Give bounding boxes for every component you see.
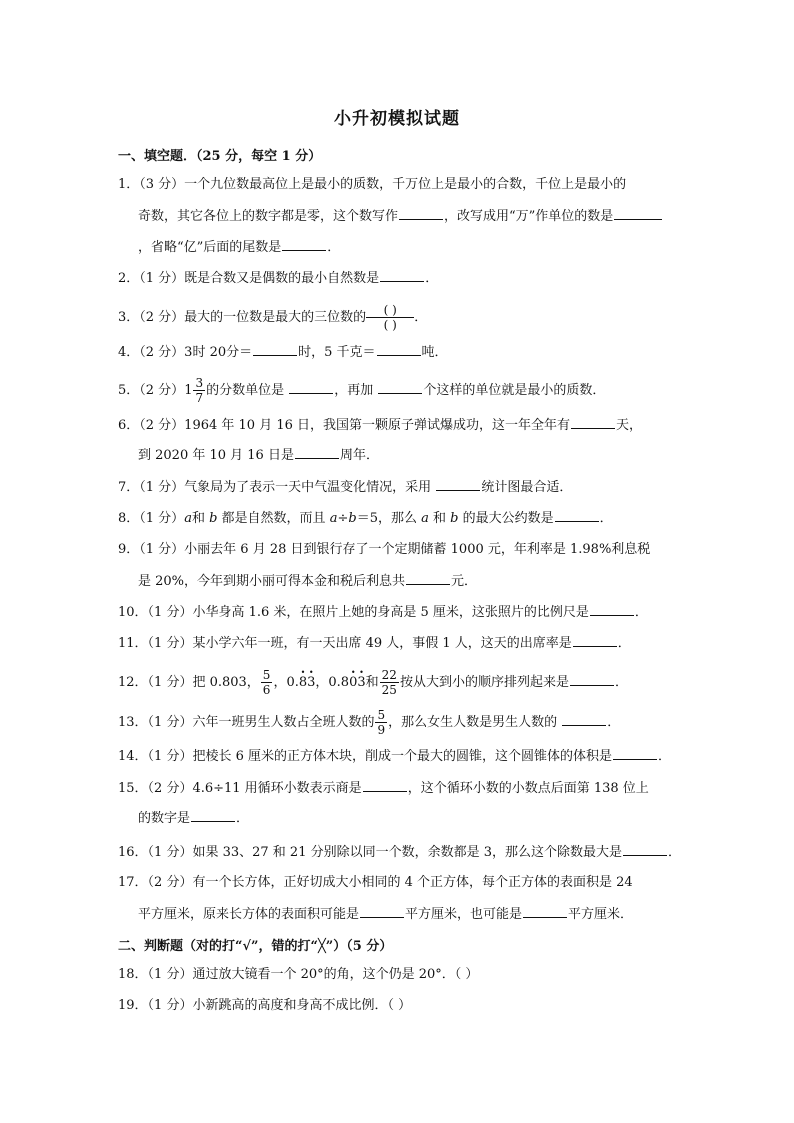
answer-blank[interactable] bbox=[282, 237, 326, 251]
question-13 bbox=[118, 708, 620, 737]
question-12-text: 按从大到小的顺序排列起来是 bbox=[399, 675, 569, 690]
question-15-text: 15．（2 分）4.6÷11 用循环小数表示商是 bbox=[118, 781, 362, 796]
fraction-denominator: 7 bbox=[195, 391, 204, 405]
question-14 bbox=[118, 746, 671, 767]
question-11-text: 11．（1 分）某小学六年一班，有一天出席 49 人，事假 1 人，这天的出席率是 bbox=[118, 636, 572, 651]
answer-blank[interactable] bbox=[399, 206, 443, 220]
repeating-digit: • 3 bbox=[357, 673, 365, 693]
question-8-text: ． bbox=[599, 511, 613, 526]
answer-blank[interactable] bbox=[295, 445, 339, 459]
answer-blank[interactable] bbox=[363, 778, 407, 792]
question-17-text: 平方厘米，原来长方体的表面积可能是 bbox=[138, 907, 360, 922]
fraction-denominator: ( ) bbox=[383, 318, 397, 332]
question-7 bbox=[118, 477, 572, 498]
answer-blank[interactable] bbox=[590, 602, 634, 616]
answer-blank[interactable] bbox=[191, 808, 235, 822]
question-1-text: ，省略“亿”后面的尾数是 bbox=[138, 240, 282, 255]
fraction-denominator: 9 bbox=[377, 723, 386, 737]
question-14-text: 14．（1 分）把棱长 6 厘米的正方体木块，削成一个最大的圆锥，这个圆锥体的体积是 bbox=[118, 749, 612, 764]
question-10 bbox=[118, 602, 648, 623]
variable: a bbox=[184, 511, 192, 526]
fraction-answer[interactable] bbox=[366, 303, 414, 332]
question-6-text: 天， bbox=[616, 418, 643, 433]
answer-blank[interactable] bbox=[380, 268, 424, 282]
answer-blank[interactable] bbox=[573, 633, 617, 647]
question-10-text: 10．（1 分）小华身高 1.6 米，在照片上她的身高是 5 厘米，这张照片的比例尺是 bbox=[118, 605, 589, 620]
question-4 bbox=[118, 342, 448, 363]
question-1-line-2 bbox=[138, 206, 663, 227]
mixed-whole: 1 bbox=[184, 382, 193, 398]
section-true-false-heading: 二、判断题（对的打“√”，错的打“╳”）（5 分） bbox=[118, 939, 393, 954]
mixed-number bbox=[184, 376, 206, 405]
question-13-text: ． bbox=[607, 715, 621, 730]
question-9-text: 元． bbox=[451, 574, 478, 589]
answer-blank[interactable] bbox=[253, 342, 297, 356]
question-16 bbox=[118, 842, 681, 863]
answer-blank[interactable] bbox=[360, 904, 404, 918]
answer-blank[interactable] bbox=[523, 904, 567, 918]
question-12 bbox=[118, 668, 628, 697]
question-15-line-2 bbox=[138, 808, 249, 829]
question-13-text: ，那么女生人数是男生人数的 bbox=[388, 715, 562, 730]
question-8-text: 和 bbox=[428, 511, 451, 526]
question-19: 19．（1 分）小新跳高的高度和身高不成比例．（ ） bbox=[118, 998, 412, 1013]
fraction-numerator: 5 bbox=[377, 708, 386, 722]
question-13-text: 13．（1 分）六年一班男生人数占全班人数的 bbox=[118, 715, 375, 730]
question-7-text: 7．（1 分）气象局为了表示一天中气温变化情况，采用 bbox=[118, 480, 436, 495]
question-8-text: 8．（1 分） bbox=[118, 511, 185, 526]
question-16-text: ． bbox=[668, 845, 682, 860]
question-1-text: 奇数，其它各位上的数字都是零，这个数写作 bbox=[138, 209, 399, 224]
question-11 bbox=[118, 633, 631, 654]
question-5-text: 个这样的单位就是最小的质数． bbox=[423, 383, 606, 398]
fraction bbox=[261, 668, 273, 697]
question-6-text: 6．（2 分）1964 年 10 月 16 日，我国第一颗原子弹试爆成功，这一年全年有 bbox=[118, 418, 571, 433]
fraction bbox=[380, 668, 399, 697]
answer-blank[interactable] bbox=[614, 206, 662, 220]
question-4-text: 吨． bbox=[421, 345, 448, 360]
question-12-text: ． bbox=[614, 675, 628, 690]
answer-blank[interactable] bbox=[613, 746, 657, 760]
repeating-digit: • 0 bbox=[349, 673, 357, 693]
question-17-line-1: 17．（2 分）有一个长方体，正好切成大小相同的 4 个正方体，每个正方体的表面积是 24 bbox=[118, 875, 633, 890]
question-5-text: 的分数单位是 bbox=[206, 383, 289, 398]
variable: b bbox=[450, 511, 459, 526]
question-8-text: ÷ bbox=[337, 511, 349, 526]
question-15-line-1 bbox=[118, 778, 649, 799]
fraction-denominator: 6 bbox=[262, 683, 271, 697]
fraction-numerator: 3 bbox=[195, 376, 204, 390]
question-16-text: 16．（1 分）如果 33、27 和 21 分别除以同一个数，余数都是 3，那么这个除数最大是 bbox=[118, 845, 623, 860]
question-6-line-1 bbox=[118, 415, 642, 436]
variable: a bbox=[329, 511, 338, 526]
question-5 bbox=[118, 376, 605, 405]
section-fill-blank-heading: 一、填空题．（25 分，每空 1 分） bbox=[118, 149, 322, 164]
answer-blank[interactable] bbox=[436, 477, 480, 491]
fraction bbox=[375, 708, 387, 737]
question-15-text: ，这个循环小数的小数点后面第 138 位上 bbox=[407, 781, 649, 796]
repeating-digit: • 3 bbox=[307, 673, 315, 693]
question-2 bbox=[118, 268, 438, 289]
repeating-digit: • 8 bbox=[299, 673, 307, 693]
question-1-line-3 bbox=[138, 237, 340, 258]
question-8-text: ＝5，那么 bbox=[356, 511, 422, 526]
answer-blank[interactable] bbox=[406, 571, 450, 585]
question-8 bbox=[118, 508, 613, 529]
answer-blank[interactable] bbox=[562, 712, 606, 726]
question-5-text: 5．（2 分） bbox=[118, 383, 185, 398]
question-15-text: 的数字是 bbox=[138, 811, 191, 826]
question-6-text: 周年． bbox=[339, 448, 379, 463]
answer-blank[interactable] bbox=[571, 415, 615, 429]
question-11-text: ． bbox=[617, 636, 631, 651]
answer-blank[interactable] bbox=[377, 342, 421, 356]
question-5-text: ，再加 bbox=[334, 383, 378, 398]
question-4-text: 4．（2 分）3时 20分＝ bbox=[118, 345, 253, 360]
answer-blank[interactable] bbox=[570, 672, 614, 686]
question-9-line-1: 9．（1 分）小丽去年 6 月 28 日到银行存了一个定期储蓄 1000 元，年利率是 1.98%利息税 bbox=[118, 542, 651, 557]
question-6-text: 到 2020 年 10 月 16 日是 bbox=[138, 448, 294, 463]
question-9-line-2 bbox=[138, 571, 477, 592]
variable: b bbox=[209, 511, 218, 526]
answer-blank[interactable] bbox=[378, 380, 422, 394]
fraction-denominator: 25 bbox=[381, 683, 397, 697]
question-1-text: ，改写成用“万”作单位的数是 bbox=[444, 209, 614, 224]
question-1-text: ． bbox=[327, 240, 341, 255]
question-18: 18．（1 分）通过放大镜看一个 20°的角，这个仍是 20°．（ ） bbox=[118, 967, 479, 982]
fraction-numerator: ( ) bbox=[366, 303, 414, 318]
question-8-text: 的最大公约数是 bbox=[458, 511, 554, 526]
answer-blank[interactable] bbox=[623, 842, 667, 856]
answer-blank[interactable] bbox=[555, 508, 599, 522]
question-9-text: 是 20%，今年到期小丽可得本金和税后利息共 bbox=[138, 574, 406, 589]
question-17-text: 平方厘米，也可能是 bbox=[405, 907, 523, 922]
question-8-text: 都是自然数，而且 bbox=[217, 511, 330, 526]
variable: b bbox=[348, 511, 357, 526]
question-12-text: ，0. bbox=[273, 675, 299, 690]
question-7-text: 统计图最合适． bbox=[481, 480, 573, 495]
question-10-text: ． bbox=[634, 605, 648, 620]
fraction-numerator: 5 bbox=[262, 668, 271, 682]
variable: a bbox=[421, 511, 429, 526]
fraction-numerator: 22 bbox=[381, 668, 397, 682]
question-14-text: ． bbox=[657, 749, 671, 764]
question-8-text: 和 bbox=[191, 511, 210, 526]
question-17-text: 平方厘米． bbox=[568, 907, 634, 922]
question-3-text: 3．（2 分）最大的一位数是最大的三位数的 bbox=[118, 310, 367, 325]
question-2-text: 2．（1 分）既是合数又是偶数的最小自然数是 bbox=[118, 271, 380, 286]
question-4-text: 时，5 千克＝ bbox=[298, 345, 376, 360]
question-12-text: 和 bbox=[365, 675, 379, 690]
question-3 bbox=[118, 303, 427, 332]
question-15-text: ． bbox=[236, 811, 250, 826]
answer-blank[interactable] bbox=[289, 380, 333, 394]
question-6-line-2 bbox=[138, 445, 379, 466]
page-title: 小升初模拟试题 bbox=[334, 109, 460, 129]
question-12-text: ，0.8 bbox=[315, 675, 350, 690]
question-3-text: ． bbox=[414, 310, 428, 325]
question-17-line-2 bbox=[138, 904, 633, 925]
question-12-text: 12．（1 分）把 0.803， bbox=[118, 675, 260, 690]
question-2-text: ． bbox=[425, 271, 439, 286]
question-1-line-1: 1．（3 分）一个九位数最高位上是最小的质数，千万位上是最小的合数，千位上是最小的 bbox=[118, 177, 627, 192]
